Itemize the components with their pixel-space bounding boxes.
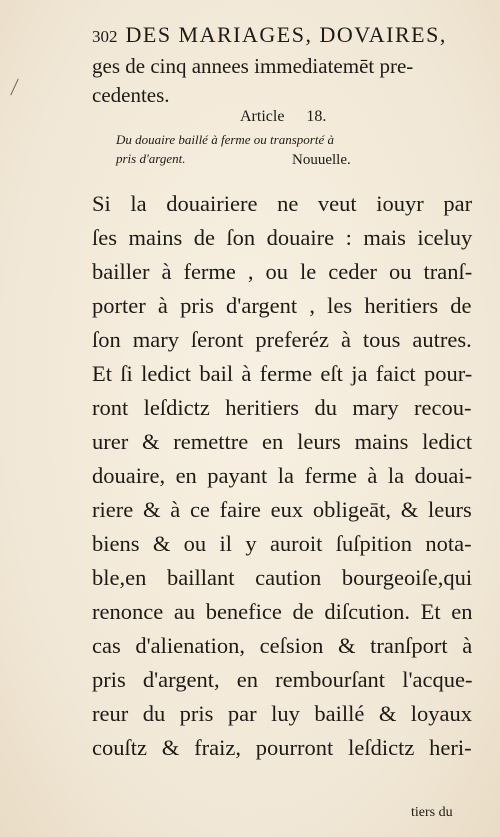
- article-subtitle-line-2: pris d'argent.: [116, 151, 186, 166]
- body-line: reur du pris par luy baillé & loyaux: [92, 701, 473, 726]
- body-line: pris d'argent, en rembourſant l'acque-: [92, 667, 473, 692]
- article-label: Article: [240, 108, 285, 125]
- body-line: ſon mary ſeront preferéz à tous autres.: [92, 327, 472, 352]
- running-header: [92, 22, 447, 48]
- body-line: ble,en baillant caution bourgeoiſe,qui: [92, 565, 473, 590]
- page-number: 302: [92, 27, 118, 46]
- body-line: cas d'alienation, ceſsion & tranſport à: [92, 633, 473, 658]
- body-line: douaire, en payant la ferme à la douai-: [92, 463, 473, 488]
- continuation-line-2: cedentes.: [92, 83, 170, 107]
- article-tag: Nouuelle.: [292, 152, 351, 168]
- catchword: tiers du: [411, 805, 453, 820]
- body-line: Si la douairiere ne veut iouyr par: [92, 191, 473, 216]
- continuation-line-1: ges de cinq annees immediatemēt pre-: [92, 54, 414, 78]
- body-line: Et ſi ledict bail à ferme eſt ja faict pour-: [92, 361, 473, 386]
- body-line: renonce au benefice de diſcution. Et en: [92, 599, 473, 624]
- body-line: ſes mains de ſon douaire : mais iceluy: [92, 225, 473, 250]
- body-line: urer & remettre en leurs mains ledict: [92, 429, 473, 454]
- body-line: porter à pris d'argent , les heritiers de: [92, 293, 472, 318]
- margin-mark: [10, 79, 19, 96]
- body-line: couſtz & fraiz, pourront leſdictz heri-: [92, 735, 472, 760]
- body-line: riere & à ce faire eux obligeāt, & leurs: [92, 497, 472, 522]
- running-title: DES MARIAGES, DOVAIRES,: [125, 22, 447, 47]
- body-line: biens & ou il y auroit ſuſpition nota-: [92, 531, 472, 556]
- body-line: bailler à ferme , ou le ceder ou tranſ-: [92, 259, 473, 284]
- article-heading: [240, 108, 326, 126]
- body-line: ront leſdictz heritiers du mary recou-: [92, 395, 472, 420]
- article-number: 18.: [306, 108, 327, 125]
- article-subtitle-line-1: Du douaire baillé à ferme ou transporté à: [116, 132, 334, 147]
